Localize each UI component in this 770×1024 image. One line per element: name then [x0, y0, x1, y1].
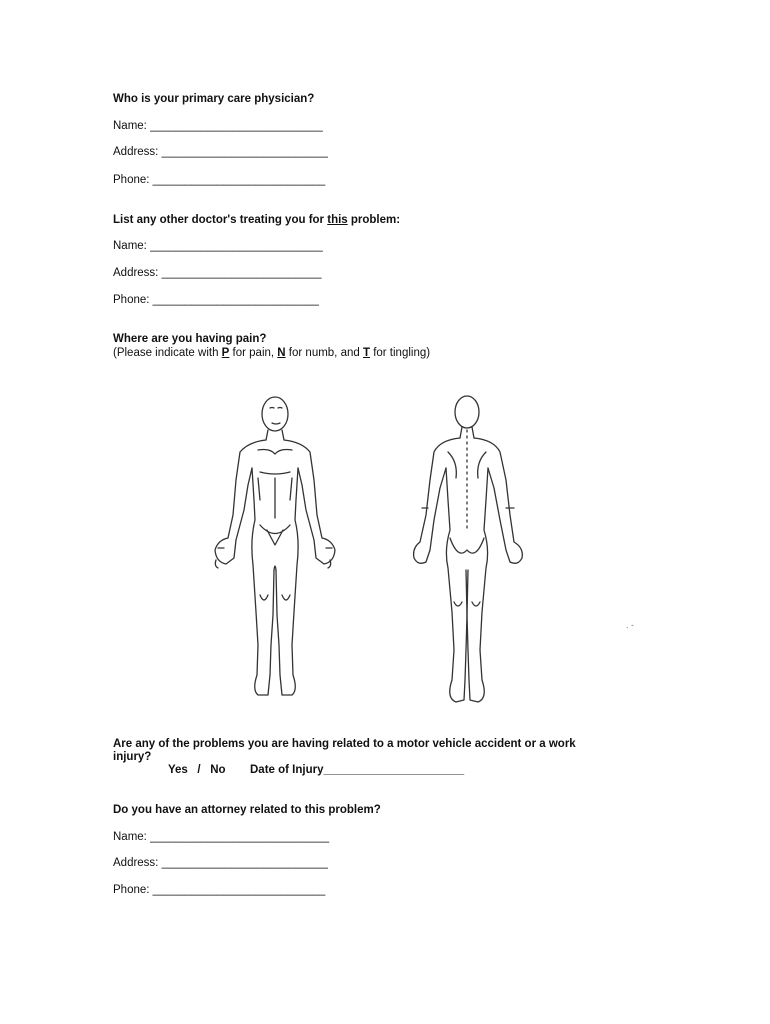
body-diagram[interactable] — [200, 390, 560, 715]
other-address-field[interactable]: Address: _________________________ — [113, 267, 322, 279]
other-phone-field[interactable]: Phone: __________________________ — [113, 294, 319, 306]
pain-instructions: (Please indicate with P for pain, N for numb, and T for tingling) — [113, 347, 431, 359]
other-doctors-heading: List any other doctor's treating you for this problem: — [113, 214, 401, 226]
attorney-heading: Do you have an attorney related to this problem? — [113, 804, 381, 816]
pcp-phone-field[interactable]: Phone: ___________________________ — [113, 174, 326, 186]
attorney-phone-field[interactable]: Phone: ___________________________ — [113, 884, 326, 896]
this-emphasis: this — [327, 214, 348, 226]
attorney-address-field[interactable]: Address: __________________________ — [113, 857, 328, 869]
accident-question-cont: injury? — [113, 751, 152, 763]
pcp-name-field[interactable]: Name: ___________________________ — [113, 120, 323, 132]
pain-heading: Where are you having pain? — [113, 333, 267, 345]
pcp-address-field[interactable]: Address: __________________________ — [113, 146, 328, 158]
back-body-figure[interactable] — [414, 396, 523, 702]
front-body-figure[interactable] — [215, 397, 335, 695]
stray-marks: . - — [626, 620, 634, 630]
yes-no-options[interactable]: Yes / No — [168, 764, 226, 776]
p-key: P — [221, 347, 230, 359]
pcp-heading: Who is your primary care physician? — [113, 93, 315, 105]
other-name-field[interactable]: Name: ___________________________ — [113, 240, 323, 252]
t-key: T — [362, 347, 370, 359]
date-of-injury-field[interactable]: Date of Injury______________________ — [250, 764, 465, 776]
attorney-name-field[interactable]: Name: ____________________________ — [113, 831, 330, 843]
n-key: N — [277, 347, 286, 359]
accident-question: Are any of the problems you are having related to a motor vehicle accident or a work — [113, 738, 576, 750]
